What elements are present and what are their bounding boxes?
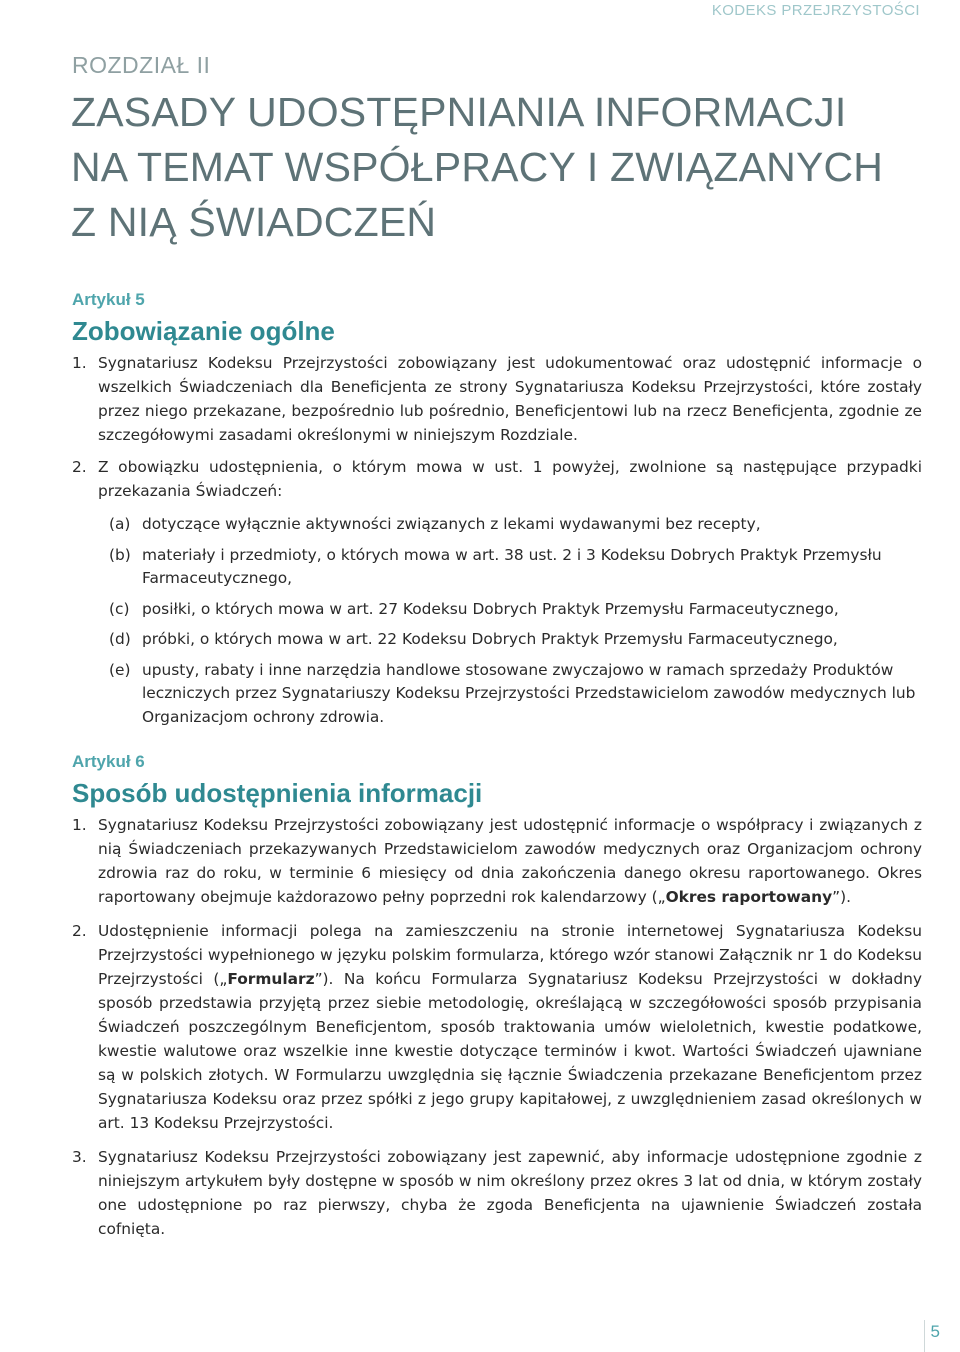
paragraph-text: Sygnatariusz Kodeksu Przejrzystości zobowiązany jest zapewnić, aby informacje udostępnione zgodnie z niniejszym artykułem były dostępne w sposób w nim określony przez okres 3 lat od dnia, w którym zostały one udostępnione po raz pierwszy, chyba że zgoda Beneficjenta na ujawnienie Świadczeń została cofnięta. [98,1148,922,1238]
item-text: materiały i przedmioty, o których mowa w art. 38 ust. 2 i 3 Kodeksu Dobrych Praktyk Przemysłu Farmaceutycznego, [142,545,882,587]
exemption-item [72,598,922,622]
paragraph-number: 3. [72,1148,87,1166]
exemption-item [72,544,922,591]
chapter-title-line: NA TEMAT WSPÓŁPRACY I ZWIĄZANYCH [71,144,884,190]
article-6-paragraph-1 [72,813,922,909]
paragraph-text: Sygnatariusz Kodeksu Przejrzystości zobowiązany jest udostępnić informacje o współpracy i związanych z nią Świadczeniach przekazywanych Przedstawicielom zawodów medycznych oraz Organizacjom ochrony zdrowia raz do roku, w terminie 6 miesięcy od dnia zakończenia danego okresu raportowanego. Okres raportowany obejmuje każdorazowo pełny poprzedni rok kalendarzowy („ [98,816,922,906]
chapter-title [71,85,941,250]
chapter-label: ROZDZIAŁ II [72,52,211,78]
paragraph-text: Udostępnienie informacji polega na zamieszczeniu na stronie internetowej Sygnatariusza Kodeksu Przejrzystości wypełnionego w języku polskim formularza, którego wzór stanowi Załącznik nr 1 do Kodeksu Przejrzystości („ [98,922,922,988]
item-letter: (c) [109,599,130,618]
article-number: Artykuł 6 [72,752,145,771]
paragraph-number: 1. [72,354,87,372]
exemption-item [72,659,922,730]
page-number: 5 [930,1322,940,1341]
article-5 [72,290,922,729]
running-header: KODEKS PRZEJRZYSTOŚCI [711,2,920,19]
chapter-title-line: Z NIĄ ŚWIADCZEŃ [71,199,437,245]
defined-term: Okres raportowany [665,888,833,906]
item-text: próbki, o których mowa w art. 22 Kodeksu Dobrych Praktyk Przemysłu Farmaceutycznego, [142,630,838,648]
paragraph-text: ”). [832,888,851,906]
article-heading: Zobowiązanie ogólne [72,316,335,346]
paragraph-number: 2. [72,458,87,476]
article-number: Artykuł 5 [72,290,145,309]
paragraph-text: Sygnatariusz Kodeksu Przejrzystości zobowiązany jest udokumentować oraz udostępnić informacje o wszelkich Świadczeniach dla Beneficjenta ze strony Sygnatariusza Kodeksu Przejrzystości, które zostały przez niego przekazane, bezpośrednio lub pośrednio, Beneficjentowi lub na rzecz Beneficjenta, zgodnie ze szczegółowymi zasadami określonymi w niniejszym Rozdziale. [98,354,922,444]
article-5-paragraph-2 [72,455,922,503]
chapter-title-line: ZASADY UDOSTĘPNIANIA INFORMACJI [71,89,847,135]
item-text: upusty, rabaty i inne narzędzia handlowe stosowane zwyczajowo w ramach sprzedaży Produktów leczniczych przez Sygnatariuszy Kodeksu Przejrzystości Przedstawicielom zawodów medycznych lub Organizacjom ochrony zdrowia. [142,660,916,726]
paragraph-text: ”). Na końcu Formularza Sygnatariusz Kodeksu Przejrzystości w dokładny sposób przedstawia przyjętą przez siebie metodologię, określającą w szczegółowości sposób przypisania Świadczeń poszczególnym Beneficjentom, sposób traktowania umów wieloletnich, kwestie podatkowe, kwestie walutowe oraz wszelkie inne kwestie dotyczące terminów i kwot. Wartości Świadczeń ujawniane są w polskich złotych. W Formularzu uwzględnia się łącznie Świadczenia przekazane Beneficjentom przez Sygnatariusza Kodeksu oraz przez spółki z jego grupy kapitałowej, z uwzględnieniem zasad określonych w art. 13 Kodeksu Przejrzystości. [98,970,923,1132]
item-text: posiłki, o których mowa w art. 27 Kodeksu Dobrych Praktyk Przemysłu Farmaceutycznego, [142,599,839,618]
exemption-item [72,513,922,537]
defined-term: Formularz [227,970,315,988]
article-6 [72,752,922,1241]
item-letter: (d) [109,630,131,648]
item-letter: (e) [109,660,131,679]
exemption-item [72,628,922,652]
paragraph-text: Z obowiązku udostępnienia, o którym mowa w ust. 1 powyżej, zwolnione są następujące przypadki przekazania Świadczeń: [98,458,922,500]
paragraph-number: 1. [72,816,87,834]
item-text: dotyczące wyłącznie aktywności związanych z lekami wydawanymi bez recepty, [142,515,761,533]
article-5-paragraph-1 [72,351,922,447]
article-6-paragraph-2 [72,919,922,1135]
item-letter: (b) [109,545,131,564]
article-6-paragraph-3 [72,1145,922,1241]
paragraph-number: 2. [72,922,87,940]
item-letter: (a) [109,515,131,533]
footer-divider [924,1320,925,1352]
article-heading: Sposób udostępnienia informacji [72,778,483,808]
